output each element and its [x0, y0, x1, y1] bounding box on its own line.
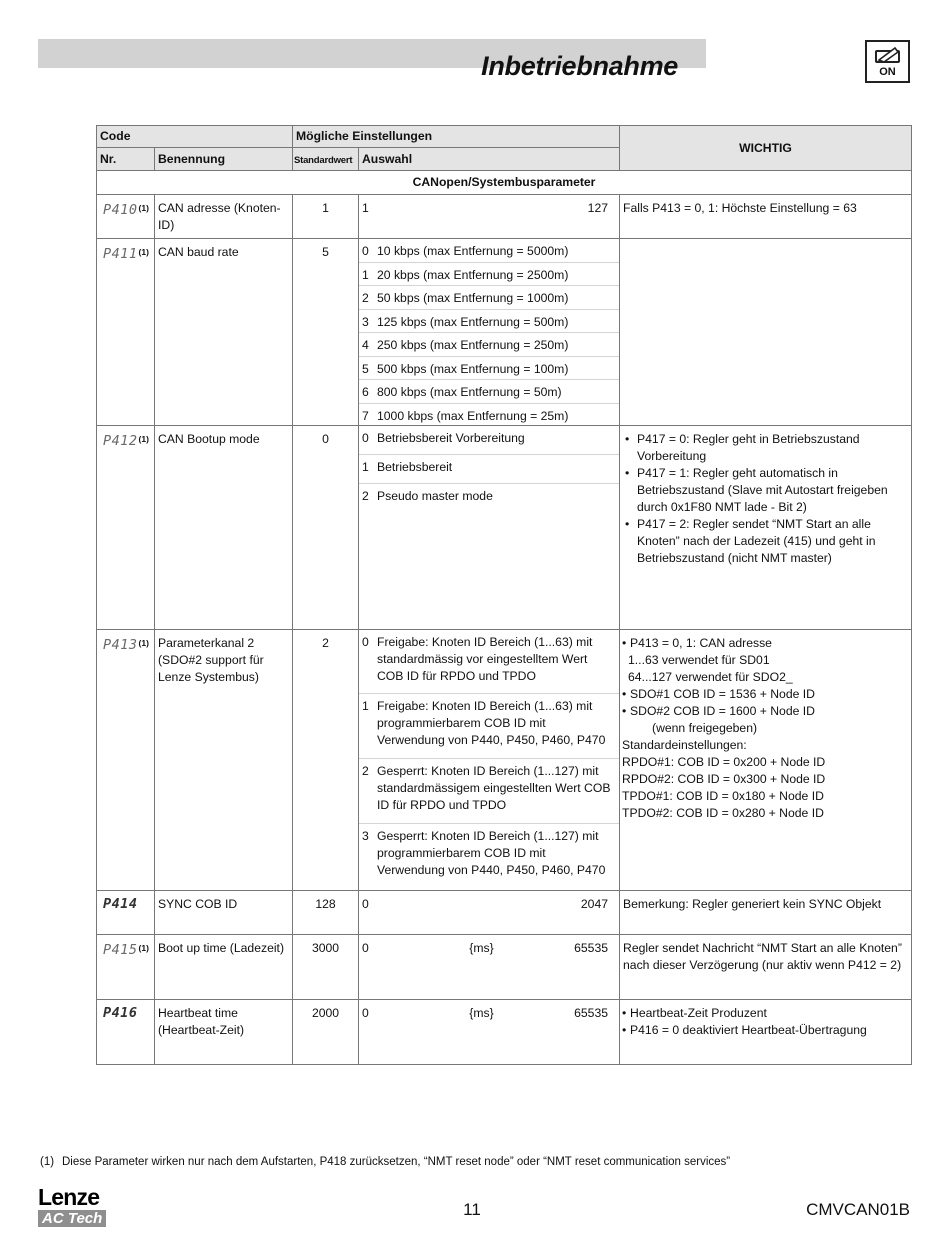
table-row — [97, 934, 912, 999]
footnote-text: Diese Parameter wirken nur nach dem Aufstarten, P418 zurücksetzen, “NMT reset node” oder “NMT reset communication services” — [62, 1156, 731, 1168]
default-cell: 2 — [293, 629, 359, 890]
important-cell: Bemerkung: Regler generiert kein SYNC Objekt — [620, 890, 912, 934]
option-item: 2 Gesperrt: Knoten ID Bereich (1...127) mit standardmässigem eingestellten Wert COB ID für RPDO und TPDO — [359, 759, 619, 824]
footnote-mark: (1) — [138, 203, 149, 213]
note-item: • P416 = 0 deaktiviert Heartbeat-Übertragung — [622, 1022, 908, 1039]
range-max: 65535 — [574, 1005, 608, 1020]
note-item: • P413 = 0, 1: CAN adresse — [622, 635, 908, 652]
note-line: 1...63 verwendet für SD01 — [628, 652, 770, 667]
range-max: 127 — [587, 201, 609, 215]
default-cell: 2000 — [293, 999, 359, 1064]
section-title: CANopen/Systembusparameter — [97, 171, 912, 195]
range-min: 1 — [362, 201, 369, 215]
code-display: P412 — [103, 432, 138, 449]
selection-cell — [359, 999, 620, 1064]
note-line: TPDO#1: COB ID = 0x180 + Node ID — [622, 788, 824, 803]
default-cell: 1 — [293, 195, 359, 239]
default-cell: 128 — [293, 890, 359, 934]
table-row — [97, 425, 912, 629]
on-switch-icon — [865, 40, 910, 83]
header-code: Code — [97, 126, 293, 148]
name-cell: CAN Bootup mode — [155, 425, 293, 629]
document-code: CMVCAN01B — [806, 1200, 910, 1219]
selection-cell — [359, 425, 620, 629]
option-item: 0 Freigabe: Knoten ID Bereich (1...63) mit standardmässig vor eingestelltem Wert COB ID für RPDO und TPDO — [359, 630, 619, 694]
name-cell: Boot up time (Ladezeit) — [155, 934, 293, 999]
name-cell: SYNC COB ID — [155, 890, 293, 934]
important-cell: Regler sendet Nachricht “NMT Start an alle Knoten” nach dieser Verzögerung (nur aktiv wenn P412 = 2) — [620, 934, 912, 999]
name-cell: Parameterkanal 2 (SDO#2 support für Lenze Systembus) — [155, 629, 293, 890]
option-item: 5 500 kbps (max Entfernung = 100m) — [359, 357, 619, 381]
code-cell — [97, 890, 155, 934]
table-row — [97, 629, 912, 890]
range-min: 0 — [362, 1005, 369, 1020]
note-line: Standardeinstellungen: — [622, 737, 747, 752]
footnote-mark: (1) — [138, 247, 149, 257]
important-cell — [620, 999, 912, 1064]
code-display: P416 — [103, 1004, 138, 1021]
header-default: Standardwert — [293, 148, 359, 171]
note-item: • SDO#2 COB ID = 1600 + Node ID — [622, 703, 908, 720]
selection-cell — [359, 629, 620, 890]
selection-cell — [359, 239, 620, 426]
range-min: 0 — [362, 896, 369, 911]
option-item: 2 50 kbps (max Entfernung = 1000m) — [359, 286, 619, 310]
option-item: 6 800 kbps (max Entfernung = 50m) — [359, 380, 619, 404]
range-min: 0 — [362, 940, 369, 955]
option-item: 1 Betriebsbereit — [359, 455, 619, 484]
footnote — [40, 1155, 730, 1170]
note-line: TPDO#2: COB ID = 0x280 + Node ID — [622, 805, 824, 820]
note-item: • Heartbeat-Zeit Produzent — [622, 1005, 908, 1022]
note-line: RPDO#2: COB ID = 0x300 + Node ID — [622, 771, 826, 786]
on-label: ON — [879, 66, 896, 78]
header-nr: Nr. — [97, 148, 155, 171]
code-display: P414 — [103, 895, 138, 912]
footnote-number: (1) — [40, 1156, 55, 1168]
important-cell: Falls P413 = 0, 1: Höchste Einstellung = 63 — [620, 195, 912, 239]
option-item: 1 Freigabe: Knoten ID Bereich (1...63) mit programmierbarem COB ID mit Verwendung von P440, P450, P460, P470 — [359, 694, 619, 759]
important-cell — [620, 239, 912, 426]
note-line: RPDO#1: COB ID = 0x200 + Node ID — [622, 754, 826, 769]
option-item: 1 20 kbps (max Entfernung = 2500m) — [359, 263, 619, 287]
note-item: • P417 = 1: Regler geht automatisch in Betriebszustand (Slave mit Autostart freigeben durch 0x1F80 NMT lade - Bit 2) — [623, 465, 908, 516]
lenze-logo — [38, 1186, 108, 1227]
header-settings: Mögliche Einstellungen — [293, 126, 620, 148]
note-line: 64...127 verwendet für SDO2_ — [628, 669, 793, 684]
code-cell — [97, 934, 155, 999]
code-cell — [97, 195, 155, 239]
table-row — [97, 239, 912, 426]
code-display: P415 — [103, 941, 138, 958]
code-cell — [97, 629, 155, 890]
page-number: 11 — [463, 1200, 481, 1219]
option-item: 0 10 kbps (max Entfernung = 5000m) — [359, 239, 619, 263]
footnote-mark: (1) — [138, 433, 149, 444]
important-cell — [620, 425, 912, 629]
table-row — [97, 999, 912, 1064]
important-cell — [620, 629, 912, 890]
note-item: • P417 = 0: Regler geht in Betriebszustand Vorbereitung — [623, 431, 908, 465]
option-item: 3 Gesperrt: Knoten ID Bereich (1...127) mit programmierbarem COB ID mit Verwendung von P440, P450, P460, P470 — [362, 828, 606, 877]
default-cell: 3000 — [293, 934, 359, 999]
table-row — [97, 195, 912, 239]
header-selection: Auswahl — [359, 148, 620, 171]
parameter-table — [96, 125, 912, 1065]
name-cell: CAN baud rate — [155, 239, 293, 426]
footnote-mark: (1) — [138, 942, 149, 953]
selection-cell — [359, 195, 620, 239]
option-item: 4 250 kbps (max Entfernung = 250m) — [359, 333, 619, 357]
footnote-mark: (1) — [138, 637, 149, 648]
range-max: 65535 — [574, 940, 608, 955]
code-cell — [97, 239, 155, 426]
name-cell: CAN adresse (Knoten-ID) — [155, 195, 293, 239]
logo-actech-text: AC Tech — [38, 1210, 106, 1227]
default-cell: 5 — [293, 239, 359, 426]
range-unit: {ms} — [469, 1005, 494, 1020]
option-item: 2 Pseudo master mode — [362, 488, 493, 503]
table-row — [97, 890, 912, 934]
option-item: 0 Betriebsbereit Vorbereitung — [359, 426, 619, 455]
note-item: • SDO#1 COB ID = 1536 + Node ID — [622, 686, 908, 703]
range-max: 2047 — [580, 896, 609, 911]
option-item: 3 125 kbps (max Entfernung = 500m) — [359, 310, 619, 334]
option-item: 7 1000 kbps (max Entfernung = 25m) — [362, 408, 569, 423]
header-name: Benennung — [155, 148, 293, 171]
note-item: • P417 = 2: Regler sendet “NMT Start an alle Knoten” nach der Ladezeit (415) und geht in Betriebszustand (nicht NMT master) — [623, 516, 908, 567]
page-title: Inbetriebnahme — [481, 51, 678, 81]
code-cell — [97, 425, 155, 629]
selection-cell — [359, 890, 620, 934]
note-line: (wenn freigegeben) — [652, 720, 758, 735]
name-cell: Heartbeat time (Heartbeat-Zeit) — [155, 999, 293, 1064]
code-display: P413 — [103, 636, 138, 653]
header-important: WICHTIG — [620, 126, 912, 171]
code-display: P411 — [103, 246, 138, 262]
code-cell — [97, 999, 155, 1064]
selection-cell — [359, 934, 620, 999]
range-unit: {ms} — [469, 940, 494, 955]
code-display: P410 — [103, 202, 138, 218]
default-cell: 0 — [293, 425, 359, 629]
logo-lenze-text: Lenze — [38, 1184, 100, 1210]
